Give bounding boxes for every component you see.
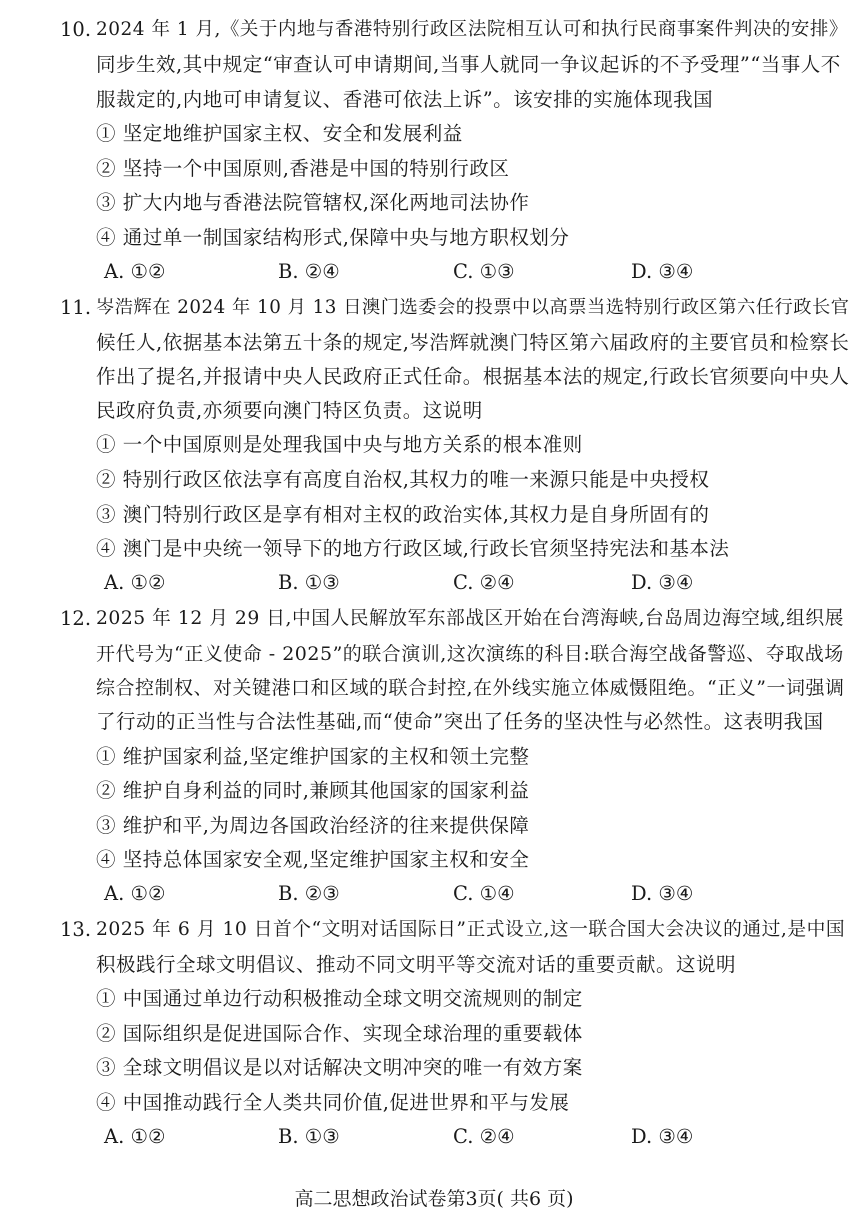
question-stem-line: 开代号为“正义使命 - 2025”的联合演训,这次演练的科目:联合海空战备警巡、夺取战场 (96, 643, 844, 665)
option-3: ③ 扩大内地与香港法院管辖权,深化两地司法协作 (96, 191, 530, 214)
choice-d: D. ③④ (631, 571, 694, 594)
option-3: ③ 澳门特别行政区是享有相对主权的政治实体,其权力是自身所固有的 (96, 503, 710, 526)
choice-b: B. ①③ (278, 1125, 340, 1148)
option-1: ① 中国通过单边行动积极推动全球文明交流规则的制定 (96, 987, 583, 1010)
question-stem-line: 同步生效,其中规定“审查认可申请期间,当事人就同一争议起诉的不予受理”“当事人不 (96, 53, 841, 76)
question-stem-line: 了行动的正当性与合法性基础,而“使命”突出了任务的坚决性与必然性。这表明我国 (96, 710, 824, 733)
option-4: ④ 澳门是中央统一领导下的地方行政区域,行政长官须坚持宪法和基本法 (96, 537, 730, 560)
answer-choices (0, 881, 868, 907)
option-4: ④ 中国推动践行全人类共同价值,促进世界和平与发展 (96, 1091, 570, 1114)
choice-d: D. ③④ (631, 882, 694, 905)
question-stem-line: 2025 年 6 月 10 日首个“文明对话国际日”正式设立,这一联合国大会决议的通过,是中国 (96, 919, 846, 940)
question-number: 13. (60, 918, 92, 941)
answer-choices (0, 570, 868, 596)
choice-c: C. ②④ (453, 1125, 515, 1148)
question-stem-line: 作出了提名,并报请中央人民政府正式任命。根据基本法的规定,行政长官须要向中央人 (96, 365, 850, 388)
choice-a: A. ①② (104, 1125, 166, 1148)
question-stem-line: 民政府负责,亦须要向澳门特区负责。这说明 (96, 399, 483, 422)
question-stem-line: 2024 年 1 月,《关于内地与香港特别行政区法院相互认可和执行民商事案件判决的安排》 (96, 19, 848, 40)
question-number: 12. (60, 607, 92, 630)
choice-a: A. ①② (104, 260, 166, 283)
option-2: ② 维护自身利益的同时,兼顾其他国家的国家利益 (96, 779, 530, 802)
question-stem-line: 候任人,依据基本法第五十条的规定,岑浩辉就澳门特区第六届政府的主要官员和检察长 (96, 331, 850, 354)
option-1: ① 一个中国原则是处理我国中央与地方关系的根本准则 (96, 433, 583, 456)
question-stem-line: 岑浩辉在 2024 年 10 月 13 日澳门选委会的投票中以高票当选特别行政区第六任行政长官 (96, 297, 850, 318)
question-number: 11. (60, 296, 92, 319)
choice-b: B. ①③ (278, 571, 340, 594)
option-1: ① 坚定地维护国家主权、安全和发展利益 (96, 122, 463, 145)
question-stem-line: 服裁定的,内地可申请复议、香港可依法上诉”。该安排的实施体现我国 (96, 88, 714, 111)
choice-a: A. ①② (104, 571, 166, 594)
question-stem-line: 积极践行全球文明倡议、推动不同文明平等交流对话的重要贡献。这说明 (96, 953, 737, 976)
option-2: ② 特别行政区依法享有高度自治权,其权力的唯一来源只能是中央授权 (96, 468, 710, 491)
question-number: 10. (60, 18, 92, 41)
page-footer: 高二思想政治试卷第3页( 共6 页) (294, 1188, 574, 1210)
option-2: ② 国际组织是促进国际合作、实现全球治理的重要载体 (96, 1022, 583, 1045)
choice-c: C. ①④ (453, 882, 515, 905)
answer-choices (0, 1124, 868, 1150)
choice-b: B. ②④ (278, 260, 340, 283)
choice-c: C. ②④ (453, 571, 515, 594)
answer-choices (0, 259, 868, 285)
question-stem-line: 综合控制权、对关键港口和区域的联合封控,在外线实施立体威慑阻绝。“正义”一词强调 (96, 677, 845, 699)
option-4: ④ 坚持总体国家安全观,坚定维护国家主权和安全 (96, 848, 530, 871)
choice-d: D. ③④ (631, 260, 694, 283)
option-3: ③ 维护和平,为周边各国政治经济的往来提供保障 (96, 814, 530, 837)
option-1: ① 维护国家利益,坚定维护国家的主权和领土完整 (96, 745, 530, 768)
choice-d: D. ③④ (631, 1125, 694, 1148)
option-4: ④ 通过单一制国家结构形式,保障中央与地方职权划分 (96, 226, 570, 249)
choice-b: B. ②③ (278, 882, 340, 905)
choice-a: A. ①② (104, 882, 166, 905)
choice-c: C. ①③ (453, 260, 515, 283)
option-2: ② 坚持一个中国原则,香港是中国的特别行政区 (96, 157, 510, 180)
question-stem-line: 2025 年 12 月 29 日,中国人民解放军东部战区开始在台湾海峡,台岛周边海空域,组织展 (96, 608, 844, 629)
option-3: ③ 全球文明倡议是以对话解决文明冲突的唯一有效方案 (96, 1056, 583, 1079)
